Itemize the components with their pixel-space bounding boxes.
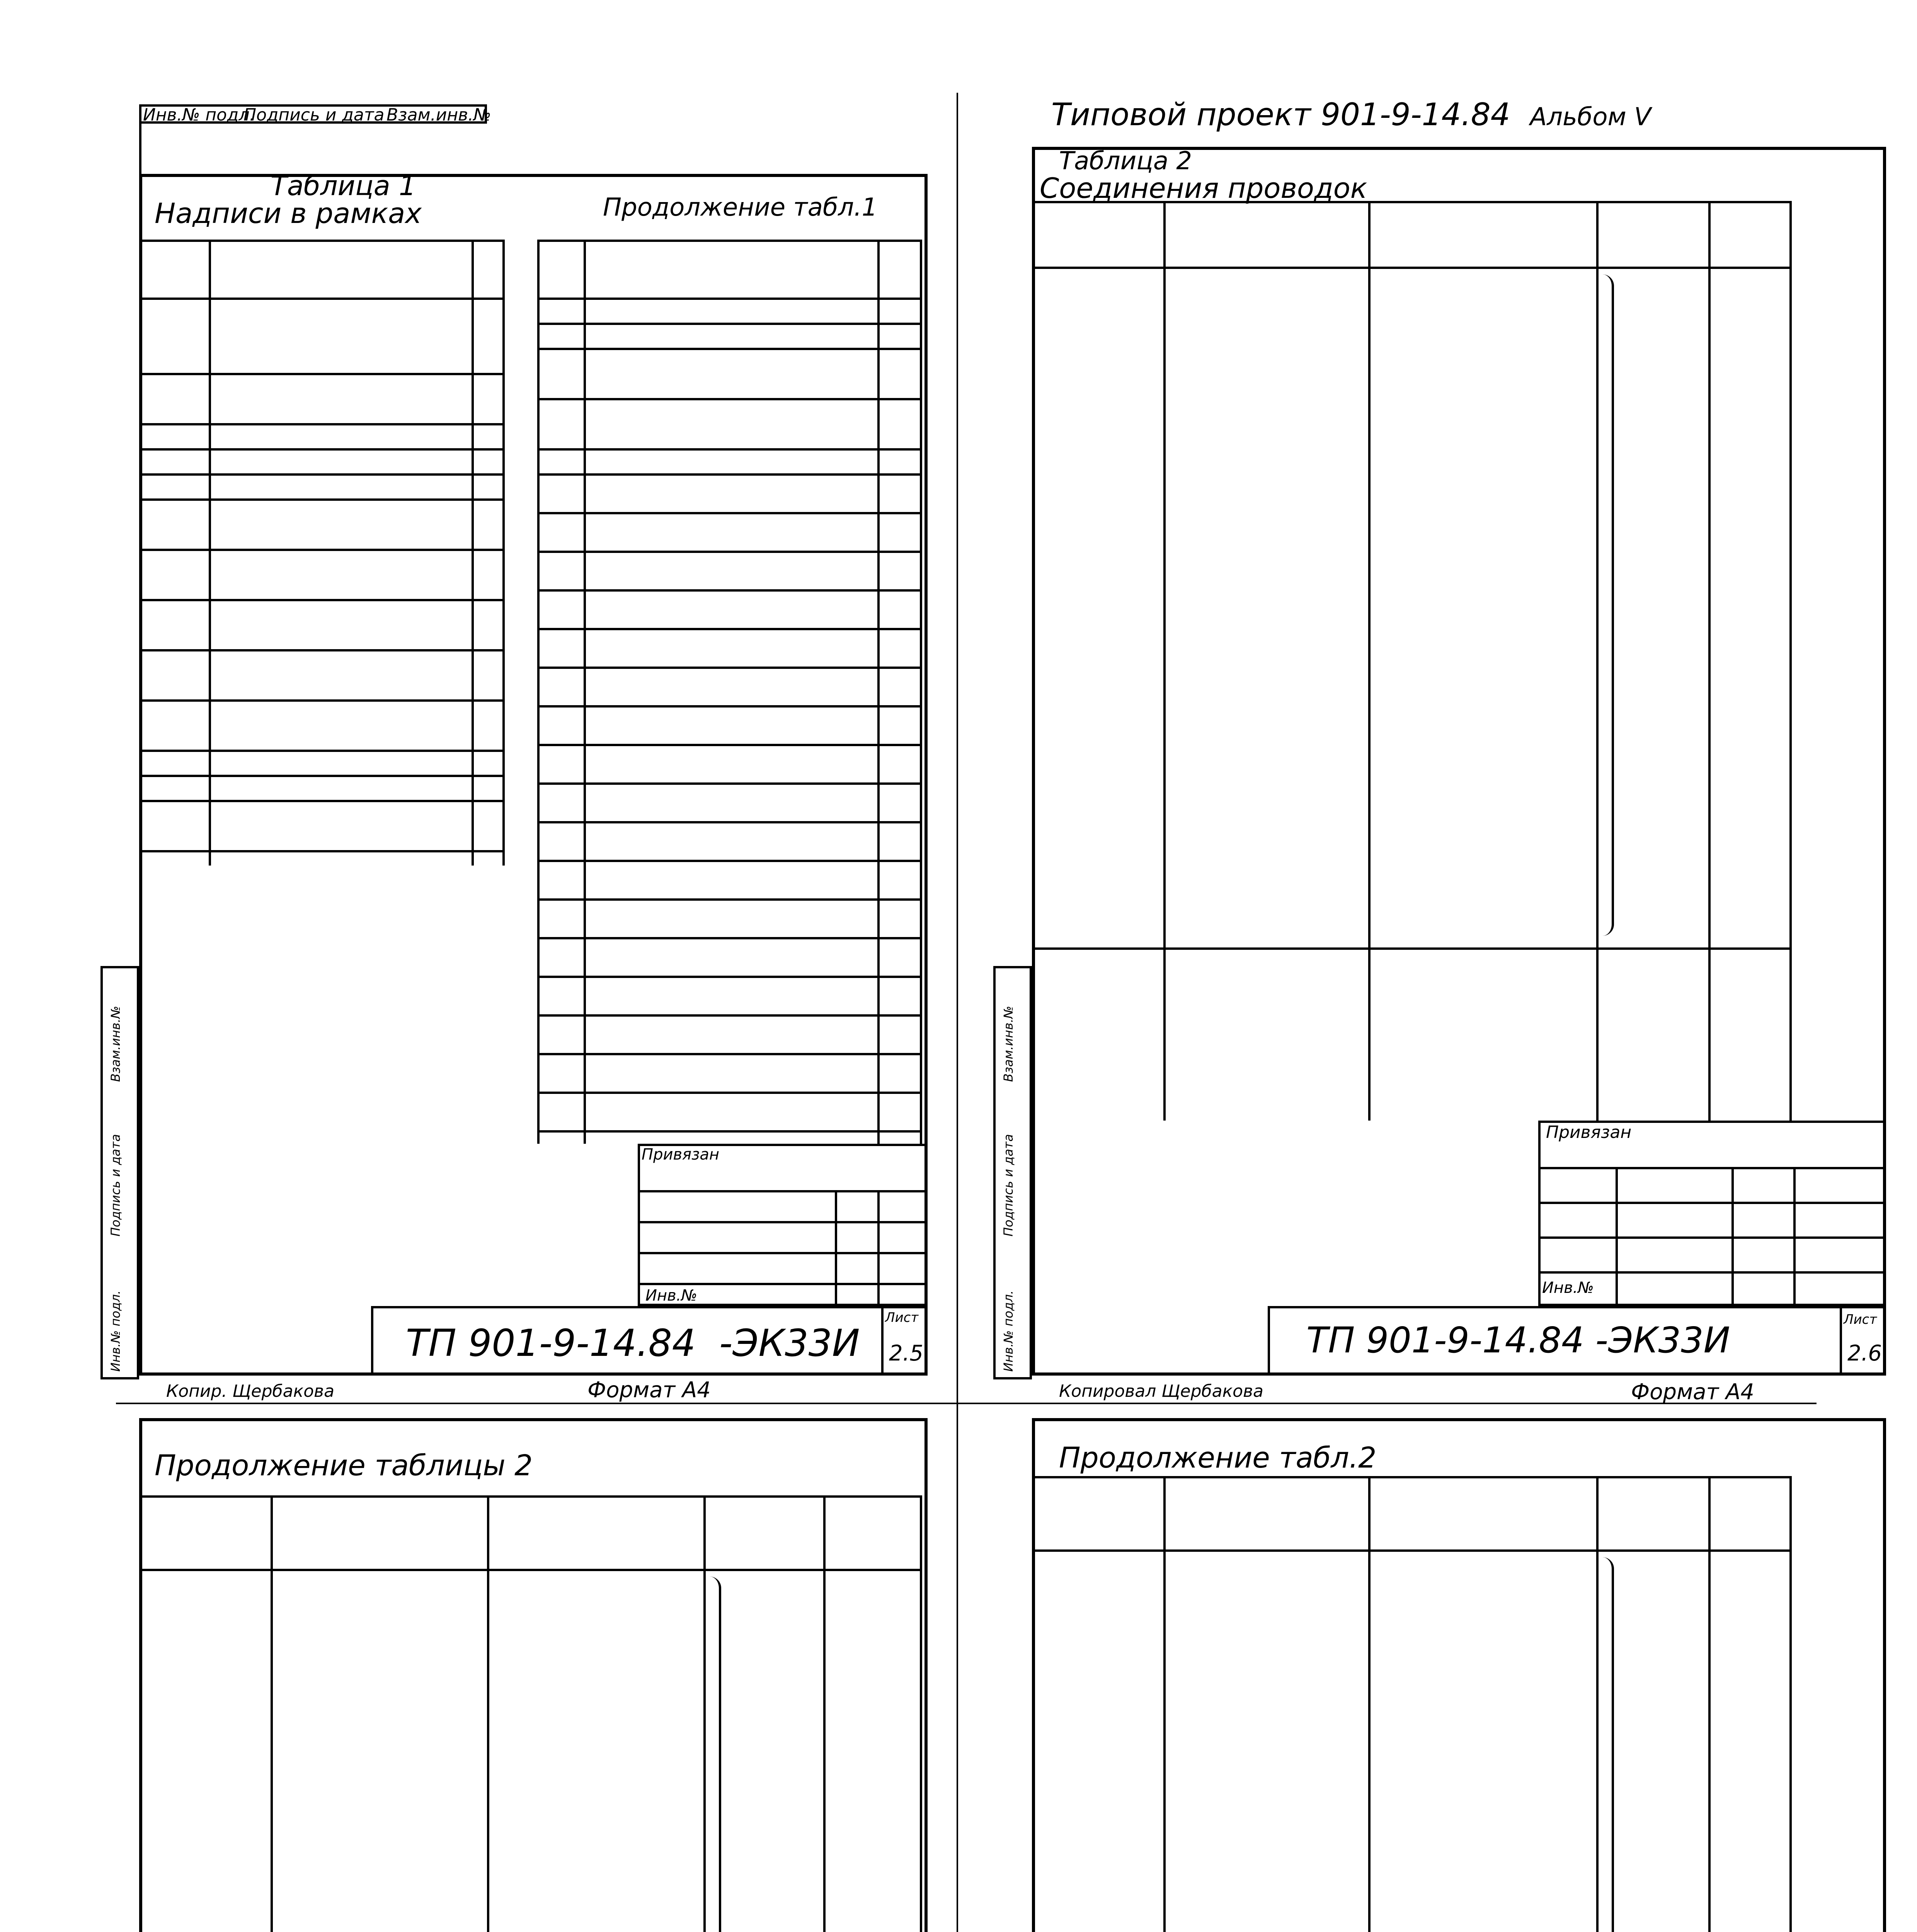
document-code-number: ТП 901-9-14.84	[1306, 1320, 1584, 1361]
format-label: Формат А4	[587, 1378, 711, 1403]
row-rule	[139, 800, 502, 802]
row-rule	[537, 705, 920, 707]
document-code	[1306, 1320, 1730, 1361]
row-rule	[537, 473, 920, 476]
side-stamp-label: Взам.инв.№	[108, 1006, 123, 1082]
column-header-from	[271, 1495, 487, 1569]
column-header-no	[139, 240, 209, 298]
column-header-from	[1163, 1476, 1368, 1549]
column-header-to	[1368, 1476, 1596, 1549]
column-rule	[139, 240, 141, 866]
row-rule	[139, 423, 502, 425]
row-rule	[537, 512, 920, 514]
project-number: Типовой проект 901-9-14.84	[1051, 97, 1510, 133]
row-rule	[537, 398, 920, 400]
column-rule	[209, 240, 211, 866]
row-rule	[537, 1130, 920, 1133]
row-rule	[1032, 947, 1789, 950]
column-rule	[502, 240, 505, 866]
table-caption: Таблица 1	[271, 170, 416, 202]
project-title	[1051, 97, 1651, 133]
column-rule	[877, 240, 880, 1144]
document-code-suffix: -ЭК33И	[1595, 1320, 1730, 1361]
column-rule	[1789, 1476, 1792, 1932]
column-header-text	[209, 240, 472, 298]
corner-stamp-cell: Инв.№ подл.	[143, 105, 255, 125]
data-brace	[707, 1577, 721, 1932]
row-rule	[537, 1092, 920, 1094]
center-divider	[957, 93, 958, 1932]
sheet-label: Лист	[1844, 1312, 1877, 1327]
column-header-note	[1708, 1476, 1789, 1549]
table-caption: Таблица 2	[1059, 147, 1192, 175]
row-rule	[139, 850, 502, 852]
table-title: Надписи в рамках	[155, 197, 422, 230]
side-stamp-label: Подпись и дата	[108, 1134, 123, 1236]
column-rule	[1789, 201, 1792, 1121]
copied-by: Копировал Щербакова	[1059, 1381, 1263, 1401]
row-rule	[537, 1053, 920, 1055]
column-header-note	[1708, 201, 1789, 267]
row-rule	[139, 750, 502, 752]
row-rule	[537, 821, 920, 823]
column-rule	[472, 240, 474, 866]
column-header-text	[584, 240, 877, 298]
column-header-to	[1368, 201, 1596, 267]
inv-label: Инв.№	[1542, 1279, 1594, 1297]
table-title: Соединения проводок	[1040, 172, 1367, 204]
column-rule	[537, 240, 540, 1144]
row-rule	[537, 551, 920, 553]
sheet-2-5	[0, 0, 958, 1403]
row-rule	[537, 448, 920, 451]
row-rule	[537, 937, 920, 939]
sheet-2-8	[958, 1399, 1917, 1932]
column-rule	[1368, 201, 1371, 1121]
column-header-from	[1163, 201, 1368, 267]
column-header-data	[703, 1495, 823, 1569]
row-rule	[537, 1014, 920, 1017]
row-rule	[537, 782, 920, 785]
format-label: Формат А4	[1631, 1379, 1754, 1405]
sheet-2-6	[958, 0, 1917, 1405]
row-rule	[537, 589, 920, 592]
sheet-number: 2.6	[1847, 1341, 1882, 1366]
sheet-label: Лист	[885, 1310, 919, 1325]
row-rule	[139, 549, 502, 551]
column-rule	[584, 240, 586, 1144]
column-header-wire	[1032, 201, 1163, 267]
column-header-wire	[1032, 1476, 1163, 1549]
row-rule	[1032, 1549, 1789, 1552]
column-header-qty	[472, 240, 502, 298]
corner-stamp-cell: Взам.инв.№	[386, 105, 491, 125]
row-rule	[537, 744, 920, 746]
column-header-wire	[139, 1495, 271, 1569]
column-header-no	[537, 240, 584, 298]
side-stamp-label: Подпись и дата	[1001, 1134, 1016, 1236]
inv-label: Инв.№	[645, 1287, 697, 1304]
privyazan-label: Привязан	[642, 1146, 720, 1163]
column-rule	[1596, 201, 1599, 1121]
row-rule	[537, 298, 920, 300]
row-rule	[537, 348, 920, 350]
continuation-title: Продолжение таблицы 2	[155, 1449, 533, 1482]
data-brace	[1600, 1557, 1614, 1932]
album-label: Альбом V	[1530, 103, 1651, 131]
row-rule	[139, 473, 502, 476]
privyazan-label: Привязан	[1546, 1122, 1632, 1142]
side-stamp-label: Инв.№ подл.	[108, 1290, 123, 1372]
row-rule	[139, 775, 502, 777]
continuation-title: Продолжение табл.2	[1059, 1441, 1377, 1475]
side-stamp-label: Инв.№ подл.	[1001, 1290, 1016, 1372]
sheet-2-7	[0, 1399, 958, 1932]
side-stamp-label: Взам.инв.№	[1001, 1006, 1016, 1082]
row-rule	[139, 448, 502, 451]
row-rule	[139, 373, 502, 375]
copied-by: Копир. Щербакова	[166, 1381, 335, 1401]
continuation-title: Продолжение табл.1	[603, 193, 878, 222]
row-rule	[139, 1569, 920, 1571]
row-rule	[1032, 267, 1789, 269]
row-rule	[139, 498, 502, 501]
row-rule	[537, 860, 920, 862]
column-header-note	[823, 1495, 920, 1569]
column-rule	[920, 240, 922, 1144]
row-rule	[537, 628, 920, 630]
column-rule	[1032, 201, 1034, 1121]
row-rule	[139, 699, 502, 702]
document-code-suffix: -ЭК33И	[719, 1321, 860, 1365]
row-rule	[537, 898, 920, 901]
row-rule	[537, 667, 920, 669]
sheet-number: 2.5	[889, 1341, 924, 1366]
row-rule	[139, 298, 502, 300]
column-header-to	[487, 1495, 703, 1569]
column-rule	[920, 1495, 922, 1932]
privyazan-block	[1538, 1121, 1886, 1306]
document-code-number: ТП 901-9-14.84	[406, 1321, 696, 1365]
row-rule	[139, 649, 502, 651]
column-rule	[1708, 201, 1711, 1121]
row-rule	[537, 323, 920, 325]
row-rule	[139, 599, 502, 601]
privyazan-block	[638, 1144, 928, 1306]
document-code	[406, 1321, 860, 1365]
row-rule	[537, 976, 920, 978]
column-header-qty	[877, 240, 920, 298]
middle-divider	[116, 1403, 1817, 1404]
data-brace	[1600, 274, 1614, 936]
column-rule	[1163, 201, 1166, 1121]
column-header-data	[1596, 1476, 1708, 1549]
corner-stamp-cell: Подпись и дата	[243, 105, 385, 125]
column-header-data	[1596, 201, 1708, 267]
